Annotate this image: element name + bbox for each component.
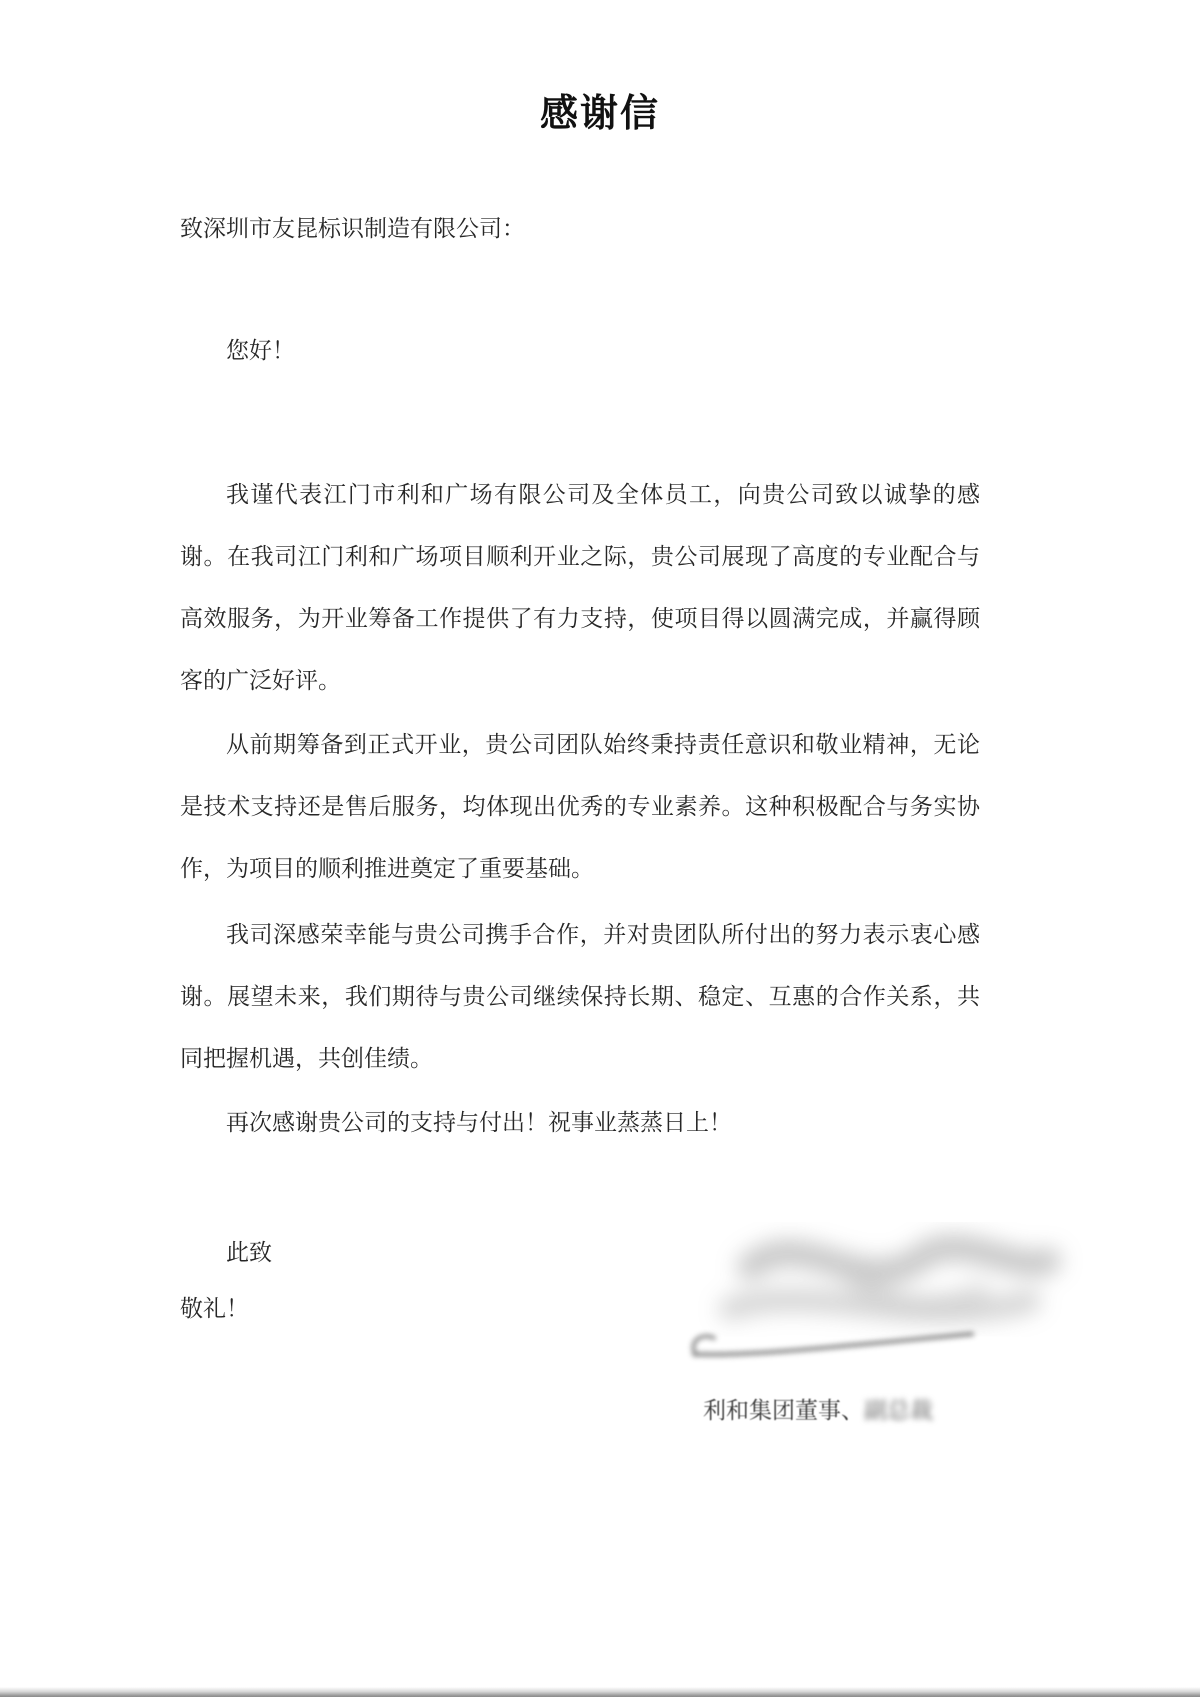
body-line: 谢。展望未来，我们期待与贵公司继续保持长期、稳定、互惠的合作关系，共 (180, 984, 980, 1009)
body-line: 作，为项目的顺利推进奠定了重要基础。 (180, 856, 594, 881)
letter-title: 感谢信 (539, 93, 660, 135)
body-line: 高效服务，为开业筹备工作提供了有力支持，使项目得以圆满完成，并赢得顾 (180, 606, 980, 631)
recipient-line: 致深圳市友昆标识制造有限公司： (180, 216, 525, 241)
signature-smudge-svg (600, 1205, 1120, 1405)
signature-caption-blurred: 副总裁 (864, 1398, 933, 1423)
greeting-line: 您好！ (226, 338, 295, 363)
closing-salute-line: 此致 (226, 1240, 272, 1265)
body-line: 是技术支持还是售后服务，均体现出优秀的专业素养。这种积极配合与务实协 (180, 794, 980, 819)
body-line: 我谨代表江门市利和广场有限公司及全体员工，向贵公司致以诚挚的感 (226, 482, 980, 507)
body-line: 谢。在我司江门利和广场项目顺利开业之际，贵公司展现了高度的专业配合与 (180, 544, 980, 569)
body-line: 再次感谢贵公司的支持与付出！祝事业蒸蒸日上！ (226, 1110, 732, 1135)
body-line: 客的广泛好评。 (180, 668, 341, 693)
scan-bottom-edge (0, 1687, 1200, 1697)
body-line: 同把握机遇，共创佳绩。 (180, 1046, 433, 1071)
body-line: 我司深感荣幸能与贵公司携手合作，并对贵团队所付出的努力表示衷心感 (226, 922, 980, 947)
body-line: 从前期筹备到正式开业，贵公司团队始终秉持责任意识和敬业精神，无论 (226, 732, 980, 757)
signature-caption-visible: 利和集团董事、 (703, 1398, 864, 1423)
signature-caption (703, 1392, 933, 1425)
closing-respect-line: 敬礼！ (180, 1296, 249, 1321)
handwritten-signature (600, 1205, 1120, 1405)
